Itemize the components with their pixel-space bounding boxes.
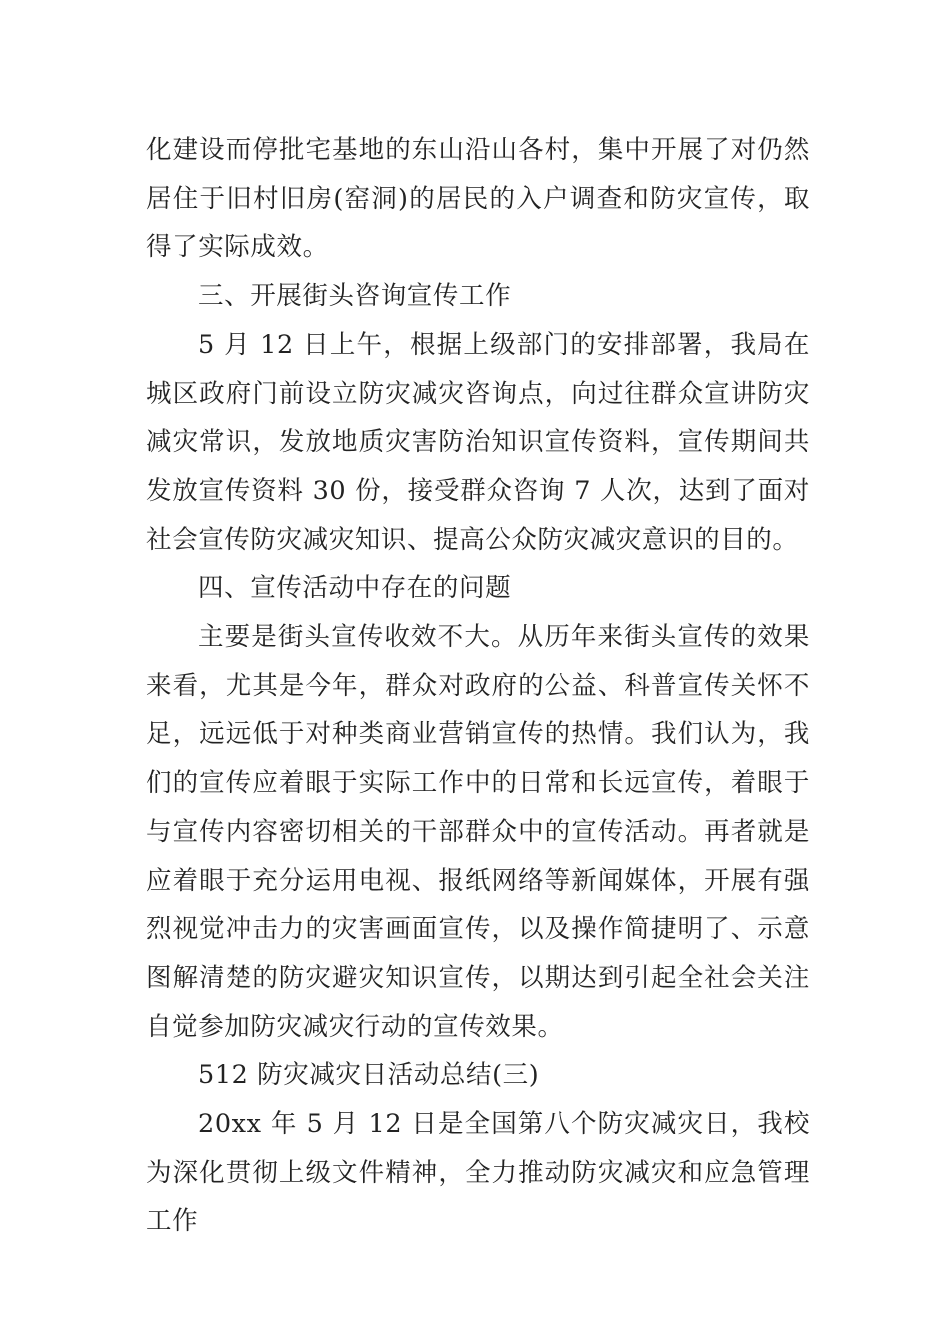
paragraph-street-consultation: 5 月 12 日上午，根据上级部门的安排部署，我局在城区政府门前设立防灾减灾咨询点，向过往群众宣讲防灾减灾常识，发放地质灾害防治知识宣传资料，宣传期间共发放宣传资料 30 份，接受群众咨询 7 人次，达到了面对社会宣传防灾减灾知识、提高公众防灾减灾意识的目的。: [146, 329, 810, 555]
section-heading-problems: 四、宣传活动中存在的问题: [198, 573, 512, 604]
paragraph-intro: 20xx 年 5 月 12 日是全国第八个防灾减灾日，我校为深化贯彻上级文件精神，全力推动防灾减灾和应急管理工作: [146, 1109, 810, 1237]
paragraph-continued: 化建设而停批宅基地的东山沿山各村，集中开展了对仍然居住于旧村旧房(窑洞)的居民的入户调查和防灾宣传，取得了实际成效。: [146, 135, 810, 263]
article-title: 512 防灾减灾日活动总结(三): [198, 1060, 540, 1091]
paragraph-problems: 主要是街头宣传收效不大。从历年来街头宣传的效果来看，尤其是今年，群众对政府的公益、科普宣传关怀不足，远远低于对种类商业营销宣传的热情。我们认为，我们的宣传应着眼于实际工作中的日常和长远宣传，着眼于与宣传内容密切相关的干部群众中的宣传活动。再者就是应着眼于充分运用电视、报纸网络等新闻媒体，开展有强烈视觉冲击力的灾害画面宣传，以及操作简捷明了、示意图解清楚的防灾避灾知识宣传，以期达到引起全社会关注自觉参加防灾减灾行动的宣传效果。: [146, 622, 810, 1042]
section-heading-street-consultation: 三、开展街头咨询宣传工作: [198, 281, 512, 312]
document-body: [146, 126, 810, 1246]
